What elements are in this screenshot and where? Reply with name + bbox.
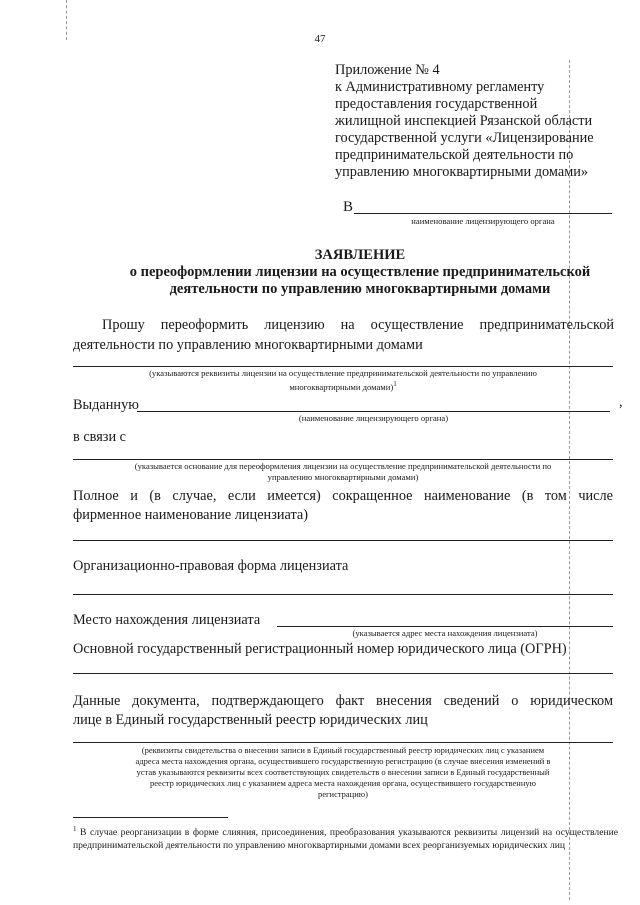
- caption-line: адреса места нахождения органа, осуществившего государственную регистрацию (в случае внесения изменений в: [135, 756, 551, 766]
- registry-doc-label-line: лице в Единый государственный реестр юридических лиц: [73, 712, 428, 728]
- registry-doc-field-line: [73, 742, 613, 743]
- caption-line: управлению многоквартирными домами): [267, 472, 419, 482]
- registry-doc-caption: [73, 745, 613, 800]
- licensee-name-label-line: фирменное наименование лицензиата): [73, 507, 308, 523]
- title-subtitle-line: о переоформлении лицензии на осуществление предпринимательской: [129, 264, 591, 280]
- issued-comma: ,: [619, 394, 623, 410]
- ogrn-label: Основной государственный регистрационный номер юридического лица (ОГРН): [73, 641, 567, 657]
- footnote-text: В случае реорганизации в форме слияния, присоединения, преобразования указываются реквизиты лицензий на осуществление предпринимательской деятельности по управлению многоквартирными домами всех реорганизуемых юридических лиц: [73, 827, 618, 852]
- reason-label: в связи с: [73, 429, 127, 445]
- recipient-prefix: В: [343, 199, 354, 215]
- footnote-ref: 1: [393, 380, 397, 388]
- issued-field-line: [137, 411, 610, 412]
- licensee-name-label-line: Полное и (в случае, если имеется) сокращенное наименование (в том числе: [73, 488, 613, 504]
- reason-field-line: [73, 459, 613, 460]
- caption-line: реестр юридических лиц с указанием адреса места нахождения органа, осуществившего государственную: [150, 778, 536, 788]
- title-heading: ЗАЯВЛЕНИЕ: [314, 247, 406, 263]
- recipient-field-line: [354, 213, 612, 214]
- issued-caption: (наименование лицензирующего органа): [298, 413, 449, 423]
- appendix-line: предпринимательской деятельности по: [335, 147, 574, 163]
- request-text-line: Прошу переоформить лицензию на осуществление предпринимательской: [102, 317, 614, 333]
- appendix-line: Приложение № 4: [335, 62, 440, 78]
- recipient-caption: наименование лицензирующего органа: [411, 216, 555, 226]
- appendix-header: [335, 62, 594, 181]
- appendix-line: управлению многоквартирными домами»: [335, 164, 589, 180]
- registry-doc-label-line: Данные документа, подтверждающего факт внесения сведений о юридическом: [73, 693, 613, 709]
- location-caption: (указывается адрес места нахождения лицензиата): [352, 628, 538, 638]
- page-number: 47: [314, 33, 326, 45]
- location-field-line: [277, 626, 613, 627]
- title-subtitle-line: деятельности по управлению многоквартирными домами: [169, 281, 551, 297]
- appendix-line: предоставления государственной: [335, 96, 538, 112]
- caption-text: многоквартирными домами): [289, 381, 394, 392]
- location-label: Место нахождения лицензиата: [73, 612, 261, 628]
- caption-line: (указывается основание для переоформления лицензии на осуществление предпринимательской деятельности по: [134, 461, 552, 471]
- licensee-name-field-line: [73, 540, 613, 541]
- legal-form-label: Организационно-правовая форма лицензиата: [73, 558, 349, 574]
- license-details-caption: [73, 368, 613, 393]
- license-details-line: [73, 366, 613, 367]
- caption-line: [73, 379, 613, 393]
- caption-line: (указываются реквизиты лицензии на осуществление предпринимательской деятельности по управлению: [149, 368, 537, 378]
- footnote: [73, 823, 618, 852]
- appendix-line: жилищной инспекцией Рязанской области: [335, 113, 593, 129]
- appendix-line: государственной услуги «Лицензирование: [335, 130, 594, 146]
- request-text-line: деятельности по управлению многоквартирными домами: [73, 337, 423, 353]
- appendix-line: к Административному регламенту: [335, 79, 545, 95]
- document-title: [60, 247, 640, 298]
- reason-caption: [73, 461, 613, 483]
- ogrn-field-line: [73, 673, 613, 674]
- legal-form-field-line: [73, 594, 613, 595]
- issued-label: Выданную: [73, 397, 139, 413]
- caption-line: устав указываются реквизиты всех соответствующих свидетельств о внесении записи в Единый государственный: [136, 767, 550, 777]
- caption-line: регистрацию): [318, 789, 368, 799]
- caption-line: (реквизиты свидетельства о внесении записи в Единый государственный реестр юридических лиц с указанием: [141, 745, 545, 755]
- footnote-marker: 1: [73, 825, 77, 833]
- footnote-separator: [73, 817, 228, 818]
